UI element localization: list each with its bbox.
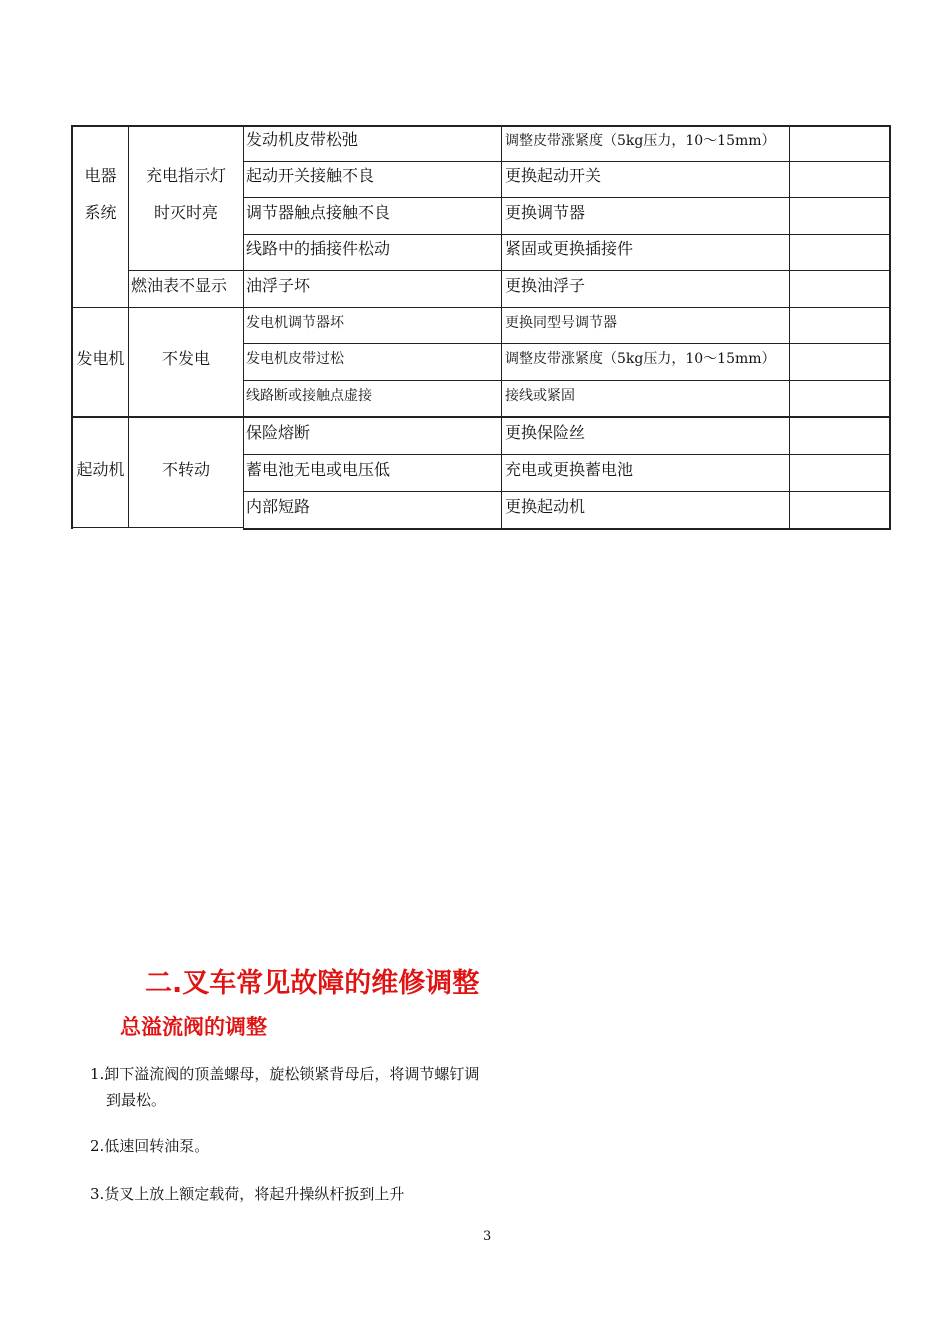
system-generator: 发电机 [76, 349, 125, 368]
system-starter: 起动机 [76, 460, 125, 479]
cause-cell: 调节器触点接触不良 [246, 203, 391, 222]
step-1-line2: 到最松。 [106, 1091, 167, 1109]
col-sep-fix [789, 125, 790, 530]
row-line [243, 491, 891, 492]
symptom-fuel-gauge: 燃油表不显示 [131, 276, 228, 295]
cause-cell: 蓄电池无电或电压低 [246, 460, 391, 479]
section-title: 二.叉车常见故障的维修调整 [145, 968, 480, 999]
fix-cell: 更换起动机 [505, 497, 586, 516]
cause-cell: 发电机皮带过松 [246, 351, 344, 367]
symptom-no-power: 不发电 [161, 349, 210, 368]
step-3: 3.货叉上放上额定载荷，将起升操纵杆扳到上升 [90, 1185, 405, 1203]
step-2: 2.低速回转油泵。 [90, 1137, 210, 1155]
fix-cell: 更换起动开关 [505, 166, 602, 185]
page-number: 3 [483, 1229, 492, 1244]
symptom-charging-light-line1: 充电指示灯 [145, 166, 226, 185]
fix-cell: 更换同型号调节器 [505, 315, 617, 331]
table-border-bottom-right [243, 528, 891, 530]
cause-cell: 保险熔断 [246, 423, 311, 442]
row-line [128, 270, 891, 271]
cause-cell: 发电机调节器坏 [246, 315, 344, 331]
fix-cell: 更换调节器 [505, 203, 586, 222]
group-separator-2 [71, 416, 891, 418]
fix-cell: 紧固或更换插接件 [505, 239, 634, 258]
fix-cell: 调整皮带涨紧度（5kg压力，10～15mm） [505, 133, 776, 149]
fix-cell: 更换油浮子 [505, 276, 586, 295]
symptom-charging-light-line2: 时灭时亮 [153, 203, 218, 222]
col-sep-cause [501, 125, 502, 530]
row-line [243, 343, 891, 344]
system-electrical-line1: 电器 [84, 166, 117, 185]
cause-cell: 线路中的插接件松动 [246, 239, 391, 258]
group-separator-1 [71, 307, 891, 308]
cause-cell: 起动开关接触不良 [246, 166, 375, 185]
row-line [243, 197, 891, 198]
fix-cell: 接线或紧固 [505, 388, 575, 404]
table-border-bottom-left [71, 527, 244, 528]
table-border-right [889, 125, 891, 530]
symptom-not-turning: 不转动 [161, 460, 210, 479]
row-line [243, 454, 891, 455]
fix-cell: 充电或更换蓄电池 [505, 460, 634, 479]
fix-cell: 更换保险丝 [505, 423, 586, 442]
row-line [243, 380, 891, 381]
row-line [243, 234, 891, 235]
fix-cell: 调整皮带涨紧度（5kg压力，10～15mm） [505, 351, 776, 367]
step-1-line1: 1.卸下溢流阀的顶盖螺母，旋松锁紧背母后，将调节螺钉调 [90, 1065, 480, 1083]
table-border-top [71, 125, 891, 127]
cause-cell: 内部短路 [246, 497, 311, 516]
cause-cell: 发动机皮带松弛 [246, 130, 359, 149]
cause-cell: 油浮子坏 [246, 276, 311, 295]
section-subtitle: 总溢流阀的调整 [120, 1015, 267, 1039]
row-line [243, 161, 891, 162]
col-sep-symptom [243, 125, 244, 530]
cause-cell: 线路断或接触点虚接 [246, 388, 372, 404]
system-electrical-line2: 系统 [84, 203, 117, 222]
